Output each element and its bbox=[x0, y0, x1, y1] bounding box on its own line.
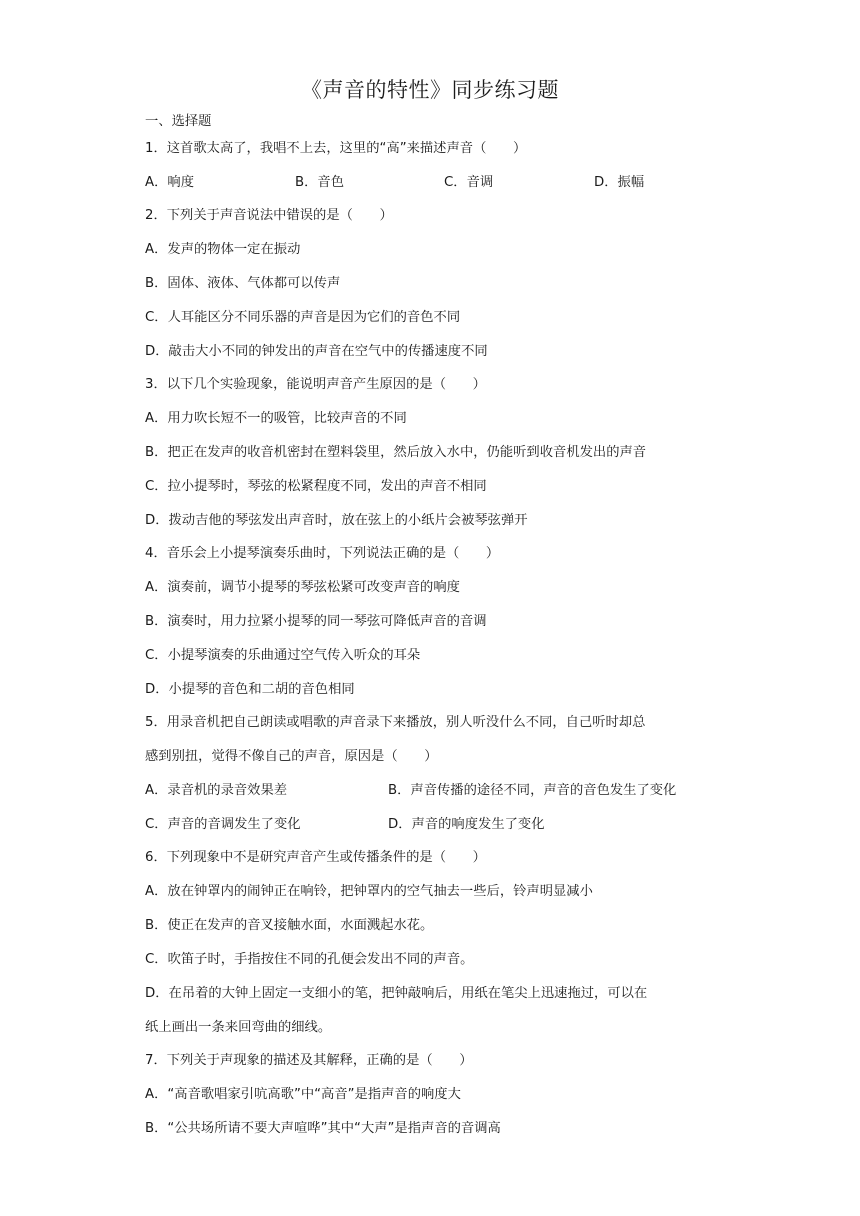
question-5-stem-line-1: 5．用录音机把自己朗读或唱歌的声音录下来播放，别人听没什么不同，自己听时却总 bbox=[145, 715, 646, 730]
question-4-stem: 4．音乐会上小提琴演奏乐曲时，下列说法正确的是（ ） bbox=[145, 546, 500, 561]
page-title: 《声音的特性》同步练习题 bbox=[301, 78, 559, 102]
question-2-option-a: A．发声的物体一定在振动 bbox=[145, 242, 301, 257]
question-2-option-b: B．固体、液体、气体都可以传声 bbox=[145, 276, 341, 291]
question-4-option-c: C．小提琴演奏的乐曲通过空气传入听众的耳朵 bbox=[145, 648, 421, 663]
question-2-option-d: D．敲击大小不同的钟发出的声音在空气中的传播速度不同 bbox=[145, 344, 488, 359]
question-5-stem-line-2: 感到别扭，觉得不像自己的声音，原因是（ ） bbox=[145, 749, 438, 764]
question-3-option-a: A．用力吹长短不一的吸管，比较声音的不同 bbox=[145, 411, 407, 426]
question-6-option-b: B．使正在发声的音叉接触水面，水面溅起水花。 bbox=[145, 918, 434, 933]
question-5-option-c: C．声音的音调发生了变化 bbox=[145, 817, 301, 832]
question-1-option-a: A．响度 bbox=[145, 175, 194, 190]
question-4-option-b: B．演奏时，用力拉紧小提琴的同一琴弦可降低声音的音调 bbox=[145, 614, 487, 629]
question-2-stem: 2．下列关于声音说法中错误的是（ ） bbox=[145, 208, 393, 223]
question-1-option-c: C．音调 bbox=[444, 175, 494, 190]
question-4-option-d: D．小提琴的音色和二胡的音色相同 bbox=[145, 682, 355, 697]
question-2-option-c: C．人耳能区分不同乐器的声音是因为它们的音色不同 bbox=[145, 310, 461, 325]
question-1-stem: 1．这首歌太高了，我唱不上去，这里的“高”来描述声音（ ） bbox=[145, 141, 527, 156]
question-4-option-a: A．演奏前，调节小提琴的琴弦松紧可改变声音的响度 bbox=[145, 580, 460, 595]
question-3-option-b: B．把正在发声的收音机密封在塑料袋里，然后放入水中，仍能听到收音机发出的声音 bbox=[145, 445, 647, 460]
section-heading: 一、选择题 bbox=[145, 114, 212, 129]
question-6-option-c: C．吹笛子时，手指按住不同的孔便会发出不同的声音。 bbox=[145, 952, 474, 967]
question-1-option-d: D．振幅 bbox=[594, 175, 645, 190]
question-6-option-d: D．在吊着的大钟上固定一支细小的笔，把钟敲响后，用纸在笔尖上迅速拖过，可以在 bbox=[145, 986, 648, 1001]
question-5-option-a: A．录音机的录音效果差 bbox=[145, 783, 288, 798]
question-3-option-c: C．拉小提琴时，琴弦的松紧程度不同，发出的声音不相同 bbox=[145, 479, 487, 494]
question-3-stem: 3．以下几个实验现象，能说明声音产生原因的是（ ） bbox=[145, 377, 486, 392]
question-5-option-d: D．声音的响度发生了变化 bbox=[388, 817, 545, 832]
question-7-option-a: A．“高音歌唱家引吭高歌”中“高音”是指声音的响度大 bbox=[145, 1087, 461, 1102]
question-7-option-b: B．“公共场所请不要大声喧哗”其中“大声”是指声音的音调高 bbox=[145, 1121, 501, 1136]
question-5-option-b: B．声音传播的途径不同，声音的音色发生了变化 bbox=[388, 783, 677, 798]
question-6-option-d-line-2: 纸上画出一条来回弯曲的细线。 bbox=[145, 1020, 332, 1035]
question-6-option-a: A．放在钟罩内的闹钟正在响铃，把钟罩内的空气抽去一些后，铃声明显减小 bbox=[145, 884, 593, 899]
question-6-stem: 6．下列现象中不是研究声音产生或传播条件的是（ ） bbox=[145, 850, 486, 865]
question-7-stem: 7．下列关于声现象的描述及其解释，正确的是（ ） bbox=[145, 1053, 473, 1068]
question-1-option-b: B．音色 bbox=[295, 175, 345, 190]
question-3-option-d: D．拨动吉他的琴弦发出声音时，放在弦上的小纸片会被琴弦弹开 bbox=[145, 513, 528, 528]
